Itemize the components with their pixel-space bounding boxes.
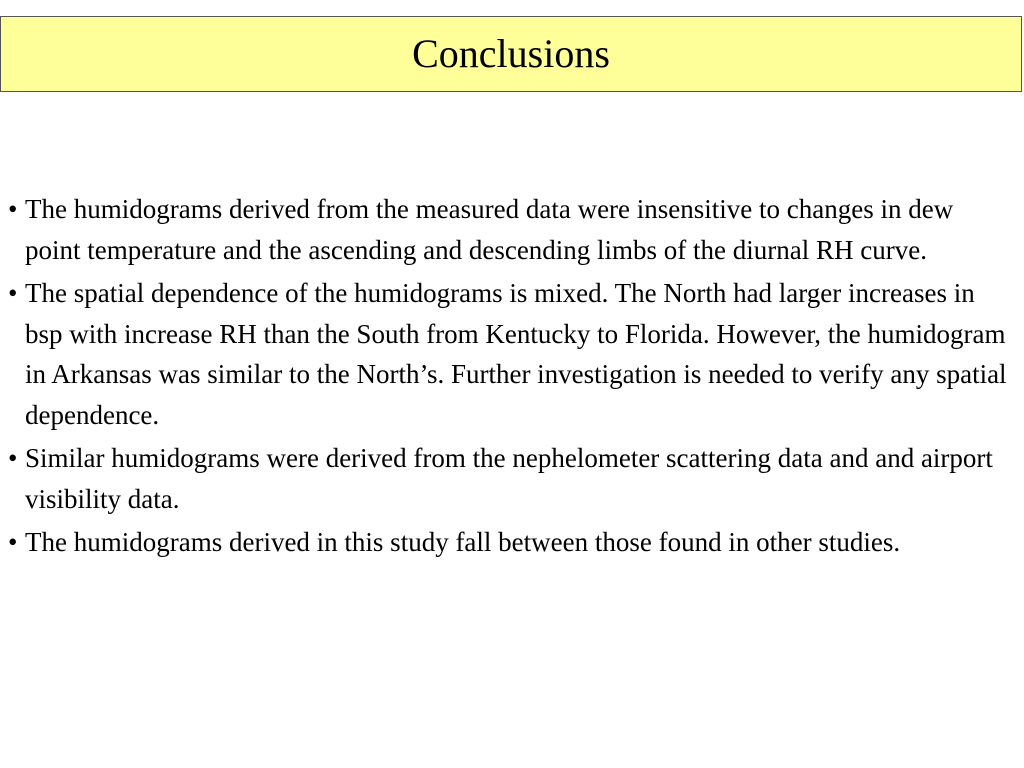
bullet-text: The humidograms derived in this study fall between those found in other studies. <box>25 527 901 557</box>
title-banner <box>0 16 1022 92</box>
bullet-item <box>8 189 1008 270</box>
bullet-text: Similar humidograms were derived from the nephelometer scattering data and and airport visibility data. <box>25 443 993 514</box>
bullet-icon: • <box>8 443 18 473</box>
bullet-text: The spatial dependence of the humidograms is mixed. The North had larger increases in bsp with increase RH than the South from Kentucky to Florida. However, the humidogram in Arkansas was similar to the North’s. Further investigation is needed to verify any spatial dependence. <box>25 278 1007 430</box>
bullet-icon: • <box>8 527 18 557</box>
bullet-item <box>8 522 1008 563</box>
bullet-item <box>8 438 1008 519</box>
bullet-item <box>8 273 1008 435</box>
bullet-icon: • <box>8 278 18 308</box>
bullet-text: The humidograms derived from the measured data were insensitive to changes in dew point temperature and the ascending and descending limbs of the diurnal RH curve. <box>25 194 954 265</box>
conclusions-list <box>8 189 1008 566</box>
bullet-icon: • <box>8 194 18 224</box>
slide-title: Conclusions <box>412 31 610 76</box>
